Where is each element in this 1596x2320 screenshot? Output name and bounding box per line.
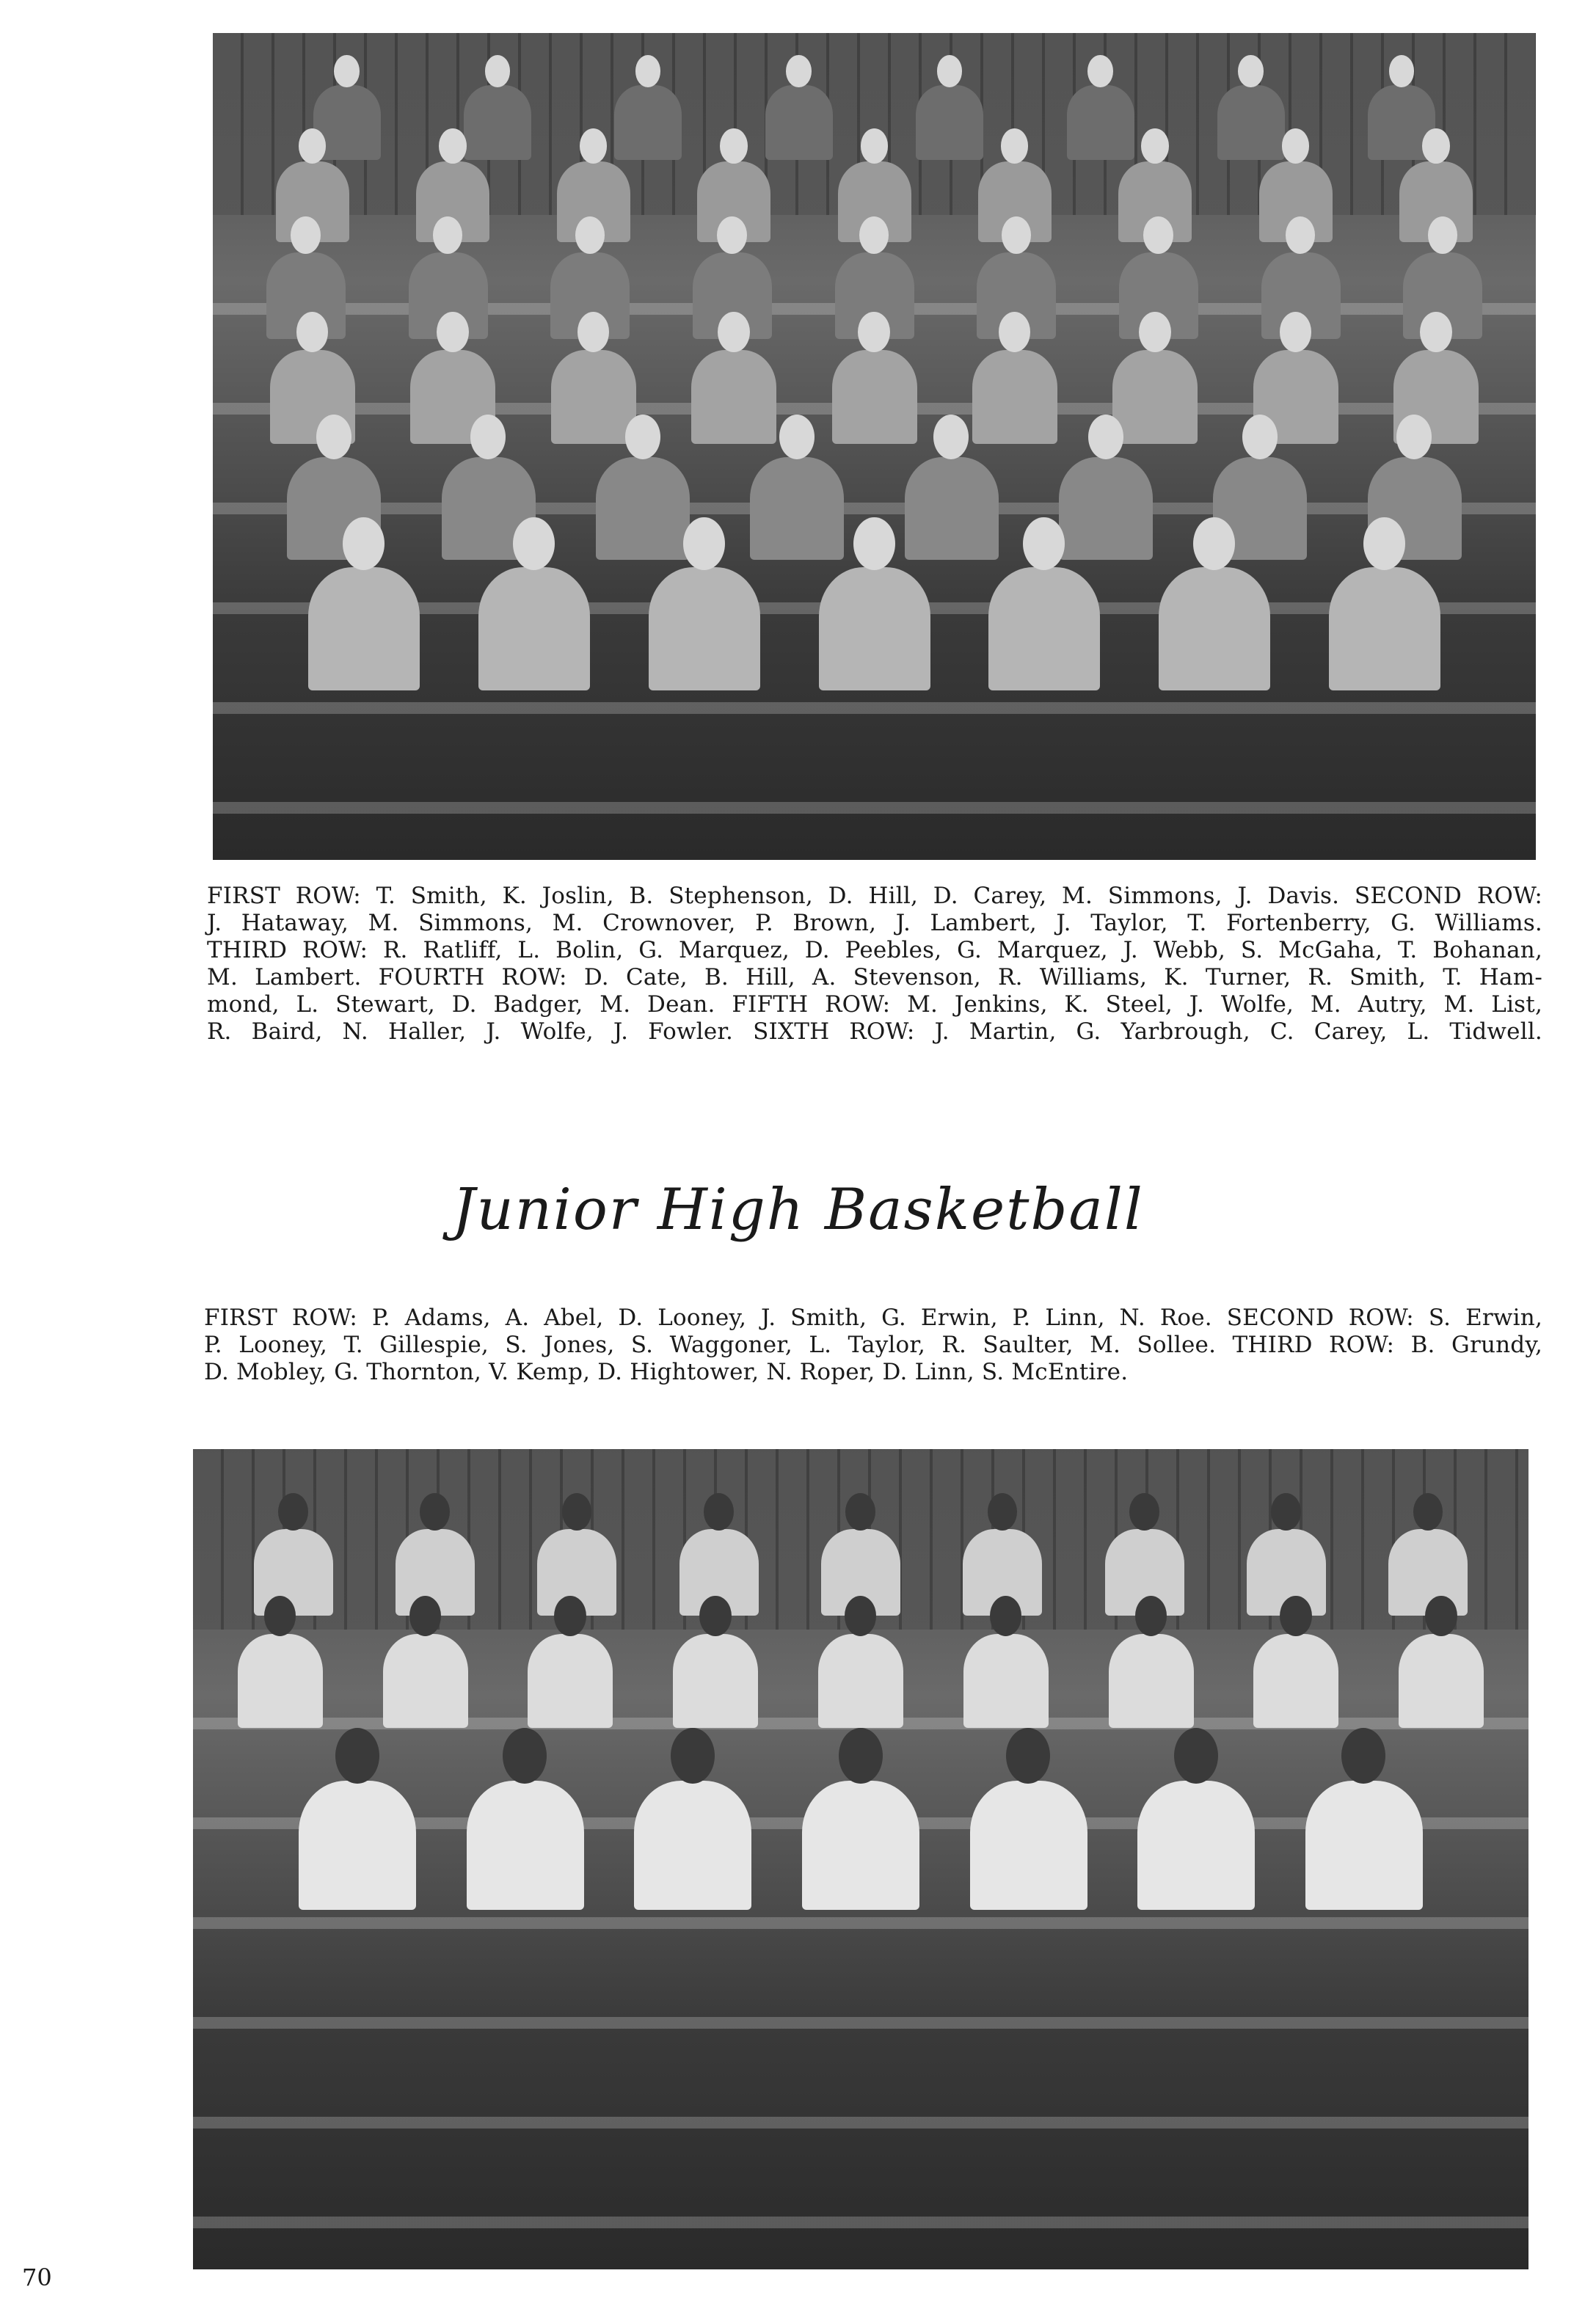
top-photo-caption: [207, 883, 1542, 1046]
caption-line: P. Looney, T. Gillespie, S. Jones, S. Waggoner, L. Taylor, R. Saulter, M. Sollee. THIRD ROW: B. Grundy,: [204, 1332, 1542, 1358]
class-group-photo: [213, 33, 1536, 860]
caption-line: THIRD ROW: R. Ratliff, L. Bolin, G. Marquez, D. Peebles, G. Marquez, J. Webb, S. McGaha, T. Bohanan,: [207, 937, 1542, 963]
basketball-team-photo: [193, 1449, 1528, 2269]
caption-line: D. Mobley, G. Thornton, V. Kemp, D. Hightower, N. Roper, D. Linn, S. McEntire.: [204, 1359, 1129, 1385]
caption-line: J. Hataway, M. Simmons, M. Crownover, P. Brown, J. Lambert, J. Taylor, T. Fortenberry, G. Williams.: [207, 910, 1542, 936]
caption-line: FIRST ROW: T. Smith, K. Joslin, B. Stephenson, D. Hill, D. Carey, M. Simmons, J. Davis. SECOND ROW:: [207, 883, 1542, 909]
caption-line: R. Baird, N. Haller, J. Wolfe, J. Fowler. SIXTH ROW: J. Martin, G. Yarbrough, C. Carey, L. Tidwell.: [207, 1018, 1542, 1045]
bottom-photo-caption: [204, 1305, 1542, 1386]
caption-line: M. Lambert. FOURTH ROW: D. Cate, B. Hill, A. Stevenson, R. Williams, K. Turner, R. Smith, T. Ham-: [207, 964, 1542, 991]
caption-line: mond, L. Stewart, D. Badger, M. Dean. FIFTH ROW: M. Jenkins, K. Steel, J. Wolfe, M. Autry, M. List,: [207, 991, 1542, 1018]
page-number: 70: [22, 2264, 52, 2291]
section-title: Junior High Basketball: [452, 1177, 1144, 1243]
caption-line: FIRST ROW: P. Adams, A. Abel, D. Looney, J. Smith, G. Erwin, P. Linn, N. Roe. SECOND ROW: S. Erwin,: [204, 1305, 1542, 1331]
